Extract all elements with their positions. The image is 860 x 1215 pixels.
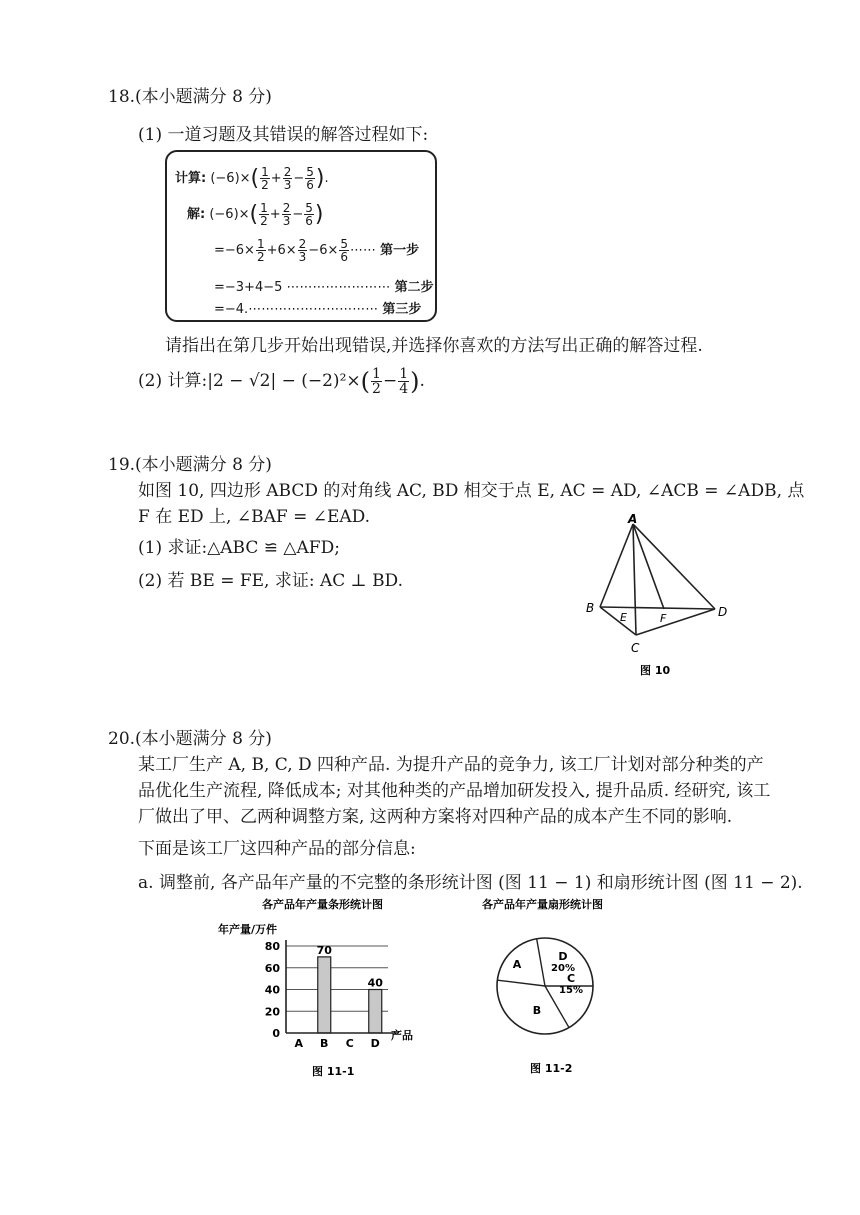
q18-solution-box — [165, 150, 437, 322]
pie-slice-percent-c: 15% — [559, 985, 583, 996]
step3-expr: =−4. — [214, 302, 249, 317]
step3-label: 第三步 — [382, 302, 422, 317]
figure-10-caption: 图 10 — [640, 664, 671, 677]
q18-part2-expr: |2 − √2| − (−2)²× — [207, 371, 361, 391]
segment-ac — [633, 524, 636, 635]
q20-p1-l3: 厂做出了甲、乙两种调整方案, 这两种方案将对四种产品的成本产生不同的影响. — [138, 807, 733, 827]
q18-part1-intro: (1) 一道习题及其错误的解答过程如下: — [138, 125, 429, 145]
bar-ytick-label: 20 — [264, 1005, 280, 1019]
step2-line: =−3+4−5 ⋯⋯⋯⋯⋯⋯⋯⋯ 第二步 — [214, 280, 434, 295]
bar-xtick-label: B — [320, 1037, 329, 1050]
bar-xtick-label: D — [370, 1037, 380, 1050]
bar-b — [318, 957, 331, 1033]
q19-part2: (2) 若 BE = FE, 求证: AC ⊥ BD. — [138, 571, 403, 591]
quadrilateral-figure — [580, 510, 740, 680]
q20-p2: 下面是该工厂这四种产品的部分信息: — [138, 839, 416, 859]
bar-ytick-label: 40 — [264, 983, 280, 997]
pie-slice-label-a: A — [512, 958, 522, 971]
bar-chart-figure — [200, 890, 430, 1090]
bar-d — [369, 990, 382, 1034]
pie-chart-caption: 图 11-2 — [530, 1062, 573, 1075]
bar-ytick-label: 60 — [264, 961, 280, 975]
bar-value-label: 40 — [367, 976, 383, 990]
bar-chart-xlabel: 产品 — [391, 1029, 413, 1042]
pie-slice-boundary — [497, 980, 545, 986]
label-b: B — [586, 601, 595, 615]
label-f: F — [660, 612, 667, 625]
bar-chart-ylabel: 年产量/万件 — [218, 923, 278, 936]
q20-p1-l1: 某工厂生产 A, B, C, D 四种产品. 为提升产品的竞争力, 该工厂计划对部分种类的产 — [138, 755, 764, 775]
q18-header: 18.(本小题满分 8 分) — [108, 87, 272, 107]
solve-line: 解: (−6)×( $\frac{1}{2}$ + $\frac{2}{3}$ − $\frac{5}{6}$ ) — [187, 201, 324, 228]
q20-header: 20.(本小题满分 8 分) — [108, 729, 272, 749]
step2-expr: =−3+4−5 — [214, 280, 283, 295]
pie-slice-label-c: C — [566, 972, 576, 985]
pie-slice-boundary — [537, 939, 545, 986]
label-c: C — [631, 641, 640, 655]
bar-chart-caption: 图 11-1 — [312, 1065, 355, 1078]
bar-value-label: 70 — [316, 943, 332, 957]
q20-p3: a. 调整前, 各产品年产量的不完整的条形统计图 (图 11 − 1) 和扇形统计图 (图 11 − 2). — [138, 873, 803, 893]
q19-part1: (1) 求证:△ABC ≌ △AFD; — [138, 538, 340, 558]
label-e: E — [620, 611, 627, 624]
segment-bd — [600, 607, 715, 609]
bar-chart-title: 各产品年产量条形统计图 — [262, 898, 383, 911]
calc-expr-head: (−6)× — [210, 171, 251, 186]
q19-line2: F 在 ED 上, ∠BAF = ∠EAD. — [138, 507, 371, 527]
pie-slice-label-d: D — [558, 950, 568, 963]
solve-label: 解: — [187, 207, 206, 222]
pie-slice-label-b: B — [532, 1004, 542, 1017]
calc-label: 计算: — [175, 171, 207, 186]
step3-line: =−4.⋯⋯⋯⋯⋯⋯⋯⋯⋯⋯ 第三步 — [214, 302, 422, 317]
q18-part2: (2) 计算:|2 − √2| − (−2)²×( $\frac{1}{2}$ − $\frac{1}{4}$ ). — [138, 366, 425, 397]
q19-header: 19.(本小题满分 8 分) — [108, 455, 272, 475]
bar-ytick-label: 0 — [272, 1027, 280, 1040]
q18-part2-prefix: (2) 计算: — [138, 371, 208, 391]
calc-line: 计算: (−6)×( $\frac{1}{2}$ + $\frac{2}{3}$ − $\frac{5}{6}$ ). — [175, 165, 329, 192]
bar-xtick-label: C — [345, 1037, 354, 1050]
segment-af — [633, 524, 664, 609]
q20-p1-l2: 品优化生产流程, 降低成本; 对其他种类的产品增加研发投入, 提升品质. 经研究, 该工 — [138, 781, 771, 801]
segment-ab — [600, 524, 633, 607]
q19-line1: 如图 10, 四边形 ABCD 的对角线 AC, BD 相交于点 E, AC = AD, ∠ACB = ∠ADB, 点 — [138, 481, 805, 501]
segment-bc — [600, 607, 636, 635]
pie-chart-title: 各产品年产量扇形统计图 — [482, 898, 603, 911]
label-d: D — [718, 605, 728, 619]
q18-instruction: 请指出在第几步开始出现错误,并选择你喜欢的方法写出正确的解答过程. — [165, 336, 703, 356]
bar-xtick-label: A — [294, 1037, 304, 1050]
pie-slice-percent-d: 20% — [551, 963, 575, 974]
bar-ytick-label: 80 — [264, 940, 280, 953]
step1-label: 第一步 — [380, 243, 420, 258]
solve-expr-head: (−6)× — [209, 207, 250, 222]
segment-ad — [633, 524, 715, 609]
label-a: A — [628, 512, 638, 526]
step2-label: 第二步 — [394, 280, 434, 295]
segment-cd — [636, 609, 715, 635]
pie-chart-figure — [470, 890, 650, 1090]
step1-line: =−6× $\frac{1}{2}$ +6× $\frac{2}{3}$ −6× $\frac{5}{6}$ ⋯⋯ 第一步 — [214, 237, 420, 264]
